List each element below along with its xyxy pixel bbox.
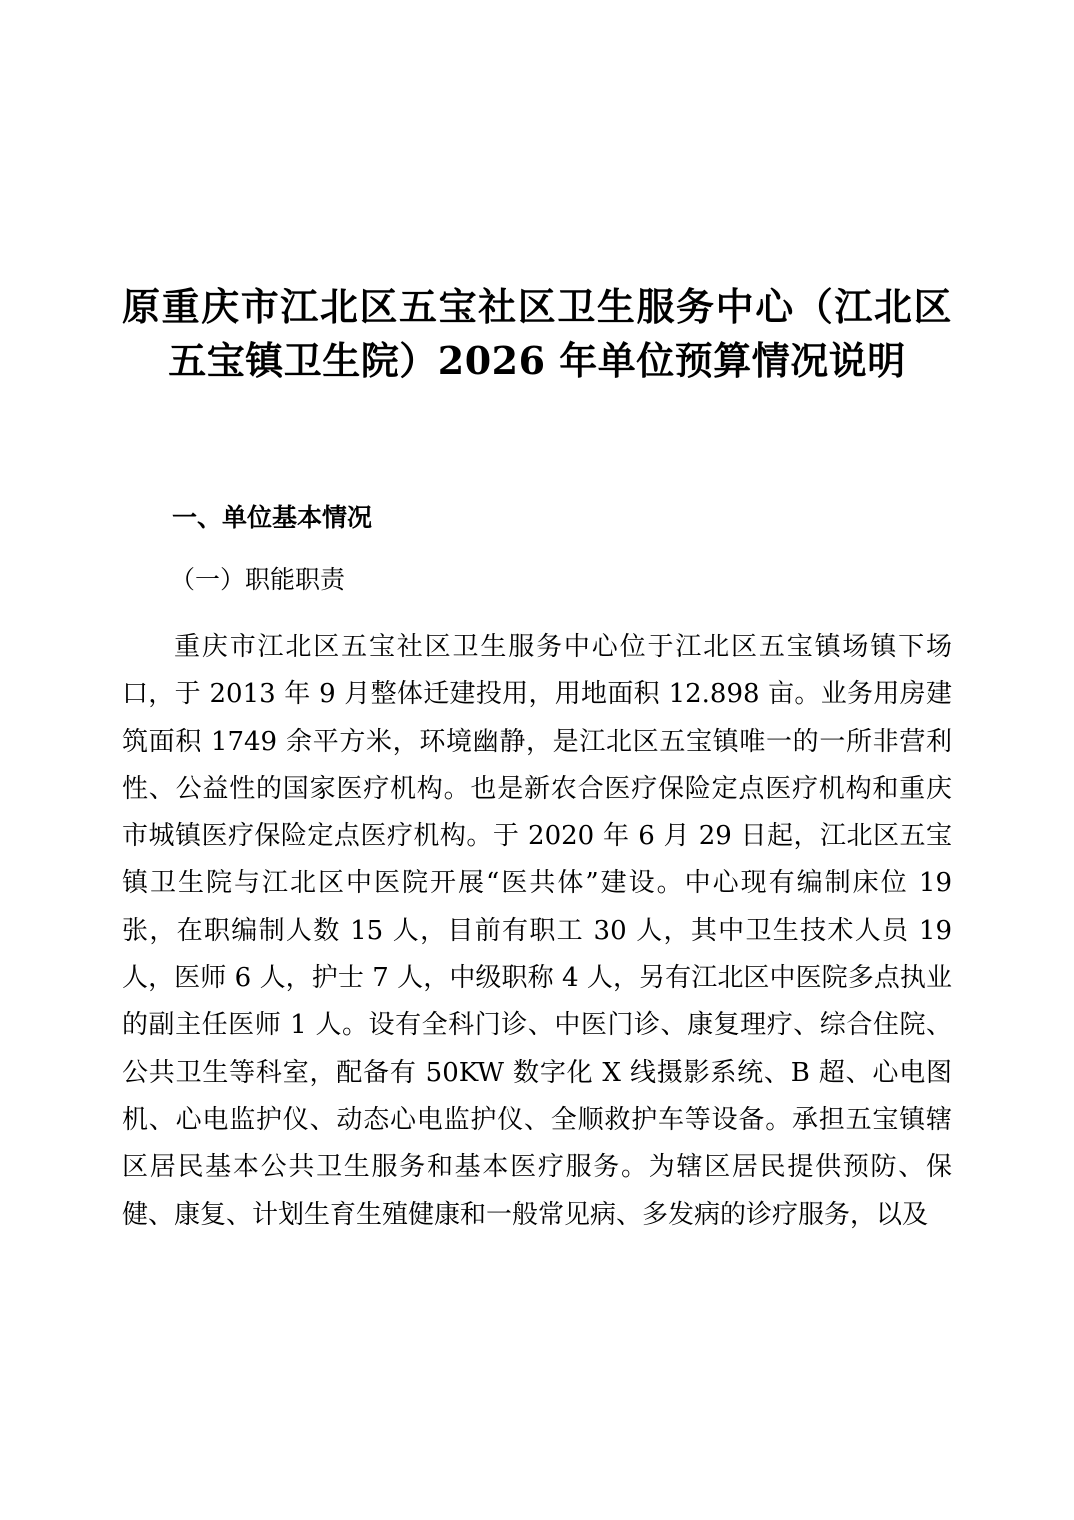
- body-paragraph: 重庆市江北区五宝社区卫生服务中心位于江北区五宝镇场镇下场口，于 2013 年 9 月整体迁建投用，用地面积 12.898 亩。业务用房建筑面积 1749 余平方米，环境幽静，是江北区五宝镇唯一的一所非营利性、公益性的国家医疗机构。也是新农合医疗保险定点医疗机构和重庆市城镇医疗保险定点医疗机构。于 2020 年 6 月 29 日起，江北区五宝镇卫生院与江北区中医院开展“医共体”建设。中心现有编制床位 19 张，在职编制人数 15 人，目前有职工 30 人，其中卫生技术人员 19 人，医师 6 人，护士 7 人，中级职称 4 人，另有江北区中医院多点执业的副主任医师 1 人。设有全科门诊、中医门诊、康复理疗、综合住院、公共卫生等科室，配备有 50KW 数字化 X 线摄影系统、B 超、心电图机、心电监护仪、动态心电监护仪、全顺救护车等设备。承担五宝镇辖区居民基本公共卫生服务和基本医疗服务。为辖区居民提供预防、保健、康复、计划生育生殖健康和一般常见病、多发病的诊疗服务，以及: [122, 631, 952, 1230]
- document-content: [122, 0, 952, 1239]
- section-heading: 一、单位基本情况: [172, 502, 373, 532]
- page-title: 原重庆市江北区五宝社区卫生服务中心（江北区五宝镇卫生院）2026 年单位预算情况说明: [122, 284, 952, 383]
- sub-heading: （一）职能职责: [170, 564, 346, 594]
